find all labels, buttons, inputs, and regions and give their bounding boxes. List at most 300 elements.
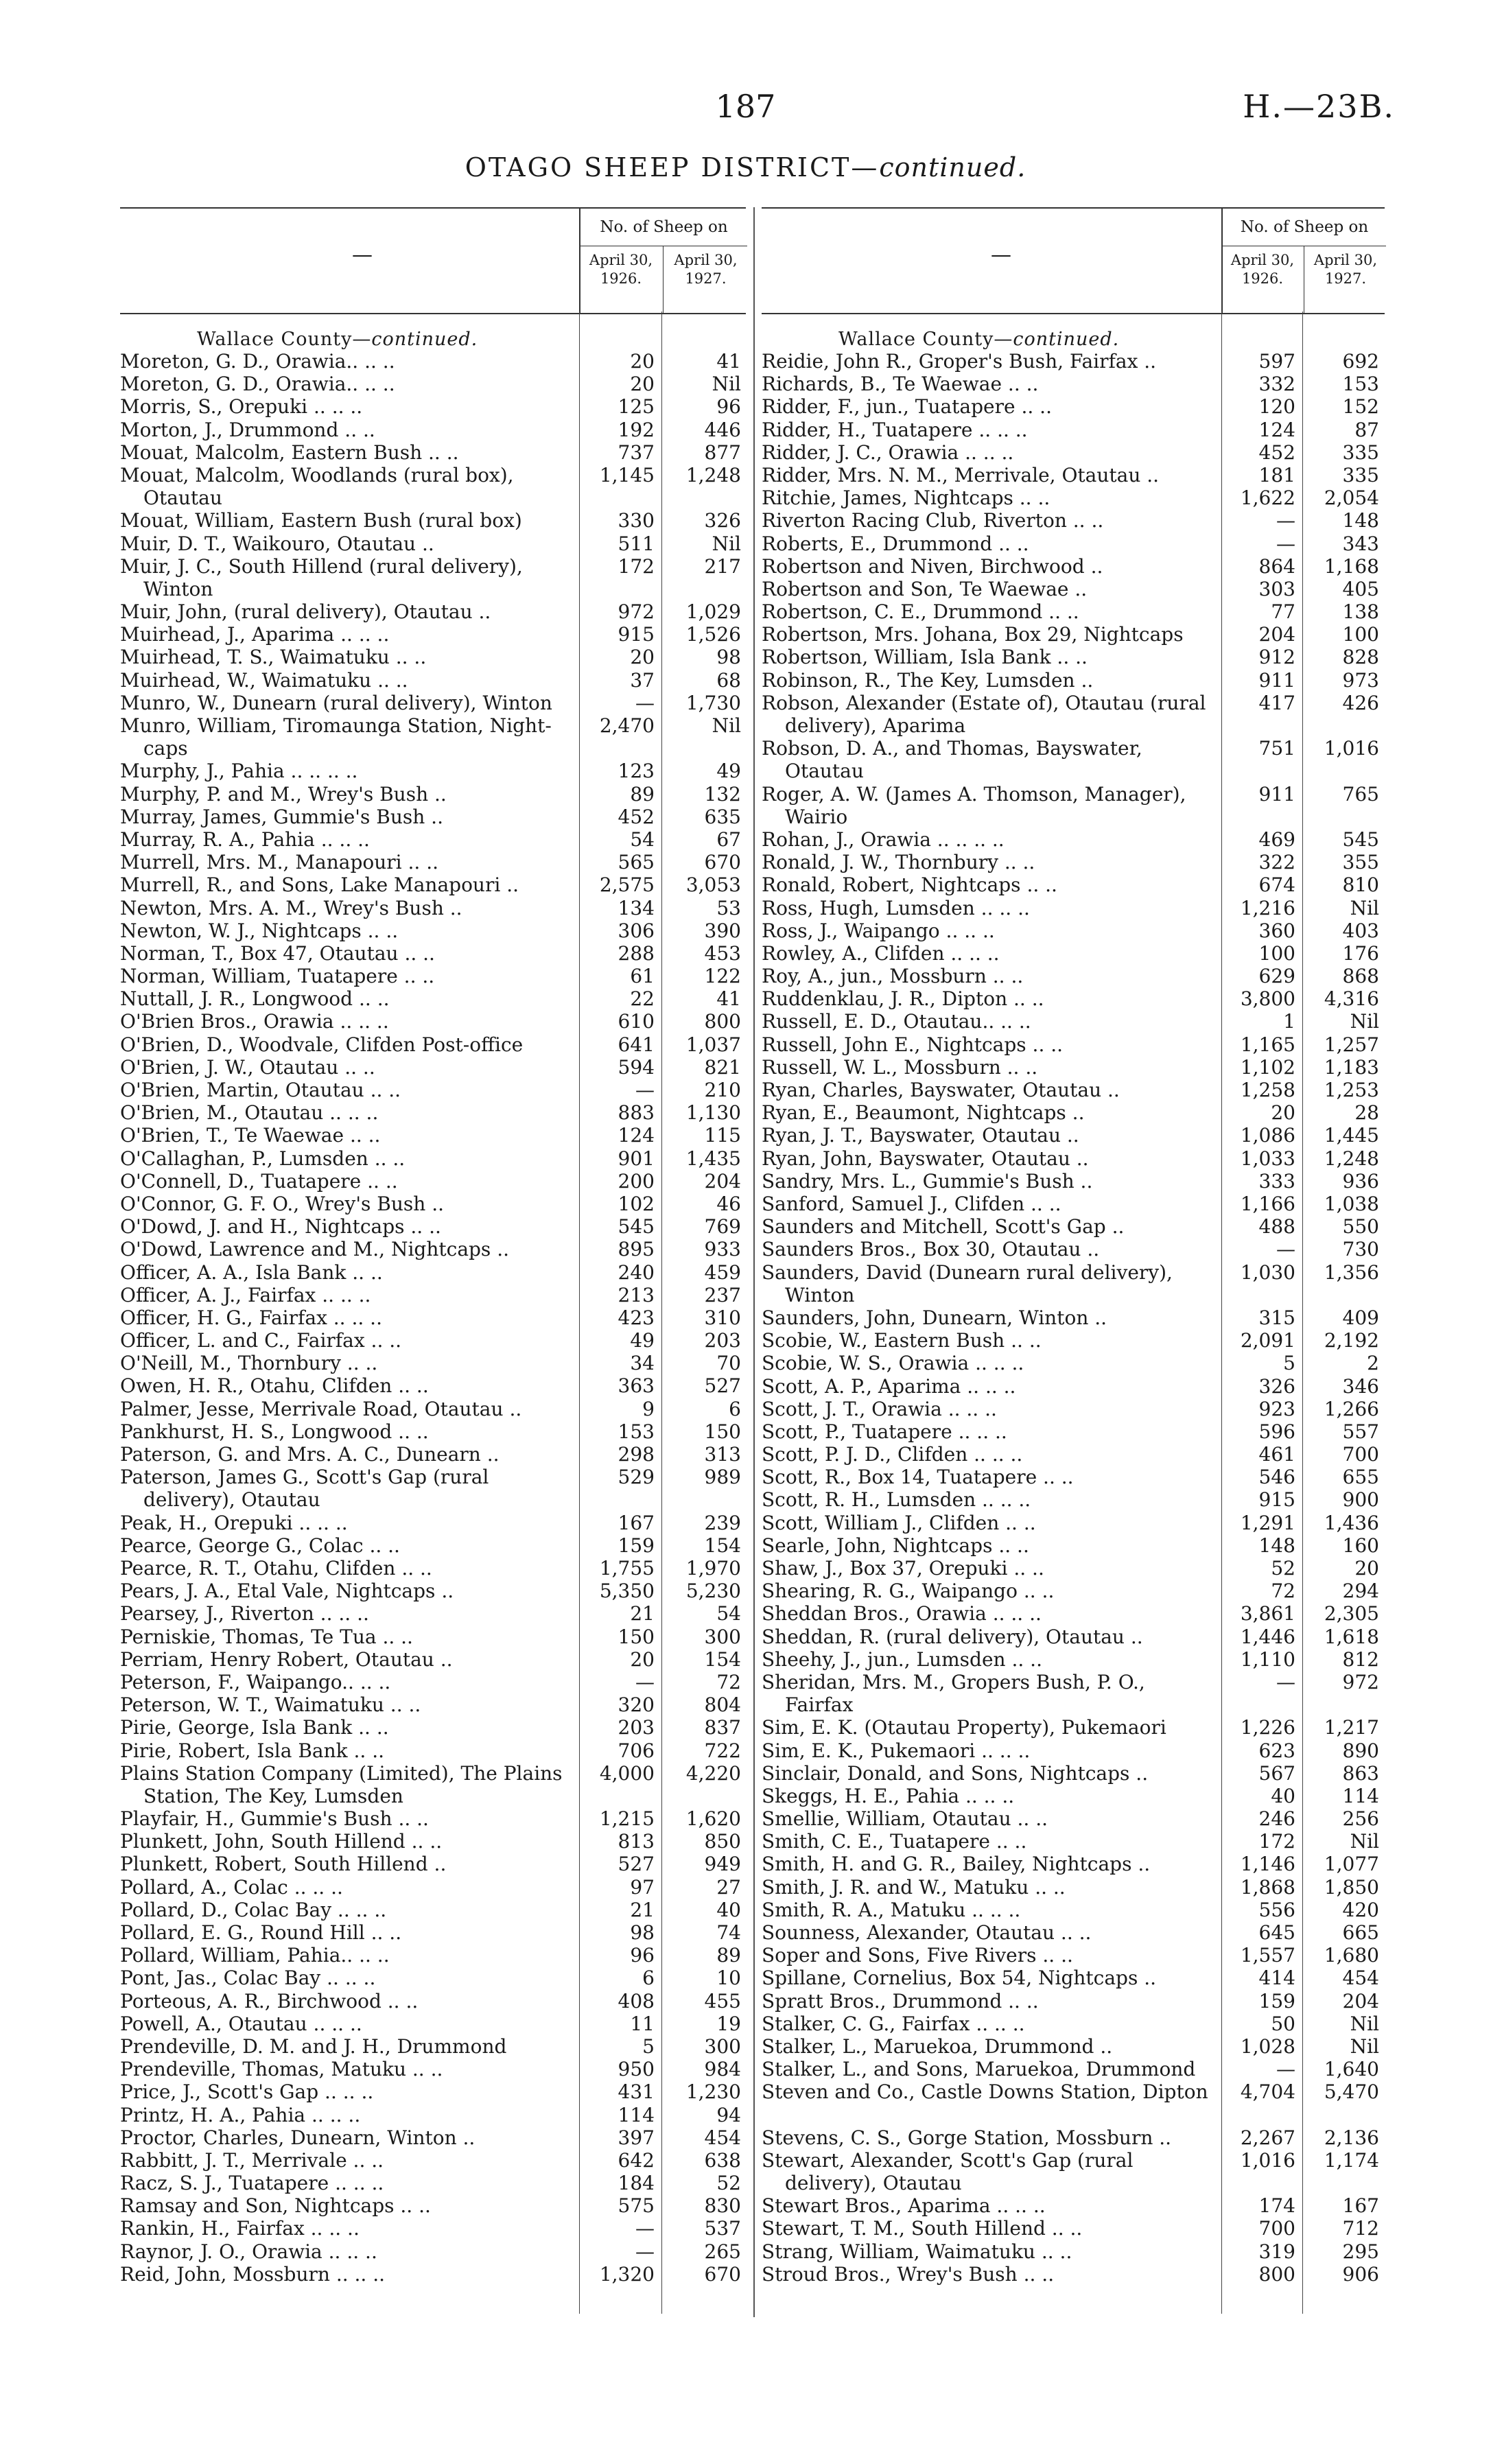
owner-name-address: Porteous, A. R., Birchwood .. .. [120,1989,419,2013]
sheep-count-1927: Nil [1350,2034,1379,2058]
sheep-count-1927: 5,230 [685,1580,741,1603]
sheep-count-1926: 1,102 [1240,1055,1295,1079]
sheep-count-1926: 77 [1271,600,1295,624]
sheep-count-1927: 154 [704,1534,741,1557]
sheep-count-1926: — [635,691,655,714]
sheep-count-1926: 326 [1258,1374,1295,1398]
sheep-count-1926: 1,868 [1240,1875,1295,1899]
right-table-body [762,314,1385,2286]
owner-name-address: Murphy, J., Pahia .. .. .. .. [120,760,358,783]
table-row [120,2172,746,2194]
sheep-count-1926: 565 [618,851,655,874]
table-row [120,2013,746,2035]
sheep-count-1926: 203 [618,1716,655,1739]
sheep-count-1927: 4,316 [1324,987,1379,1011]
sheep-count-1926: 545 [618,1215,655,1239]
table-row [120,1876,746,1899]
table-row [762,1466,1385,1488]
owner-name-address: Peterson, W. T., Waimatuku .. .. [120,1693,421,1717]
sheep-count-1926: 895 [618,1238,655,1261]
sheep-count-1926: 397 [618,2126,655,2149]
sheep-count-1927: 635 [704,805,741,828]
sheep-count-1926: 34 [630,1352,655,1375]
header-april-1927: April 30, 1927. [1313,252,1378,287]
sheep-count-1927: 160 [1342,1534,1379,1557]
sheep-count-1927: 1,730 [685,691,741,714]
sheep-count-1927: 409 [1342,1306,1379,1329]
owner-name-address: Roger, A. W. (James A. Thomson, Manager), Wairio [762,782,1186,828]
sheep-count-1926: — [635,2240,655,2263]
sheep-count-1926: 911 [1258,668,1295,692]
sheep-count-1926: 556 [1258,1898,1295,1921]
sheep-count-1926: 901 [618,1147,655,1170]
sheep-count-1926: 546 [1258,1466,1295,1489]
table-row [762,509,1385,532]
sheep-count-1926: 641 [618,1033,655,1056]
sheep-count-1926: 40 [1271,1784,1295,1807]
sheep-count-1927: 1,436 [1324,1511,1379,1534]
sheep-count-1927: 830 [704,2194,741,2218]
table-row [120,1693,746,1716]
owner-name-address: Scott, A. P., Aparima .. .. .. [762,1374,1016,1398]
sheep-count-1926: 3,861 [1240,1602,1295,1626]
owner-name-address: Ronald, Robert, Nightcaps .. .. [762,873,1057,897]
right-table [762,207,1385,2286]
owner-name-address: Printz, H. A., Pahia .. .. .. [120,2103,361,2126]
sheep-count-1926: 1,086 [1240,1124,1295,1147]
sheep-count-1927: 122 [704,965,741,988]
table-row [120,1284,746,1306]
sheep-count-1926: 5 [642,2034,655,2058]
table-row [762,1261,1385,1306]
table-row [120,464,746,509]
sheep-count-1927: 167 [1342,2194,1379,2218]
sheep-count-1927: 256 [1342,1807,1379,1831]
name-column-header: — [991,243,1011,267]
sheep-count-1926: 96 [630,1944,655,1967]
table-row [120,2058,746,2080]
owner-name-address: Ridder, F., jun., Tuatapere .. .. [762,395,1052,419]
owner-name-address: O'Brien, M., Otautau .. .. .. [120,1101,379,1125]
left-table-body [120,314,746,2286]
sheep-count-1927: 1,248 [685,463,741,486]
section-heading-text: Wallace County— [197,329,372,350]
table-row [120,1807,746,1830]
sheep-count-1927: 765 [1342,782,1379,806]
owner-name-address: Roberts, E., Drummond .. .. [762,532,1029,555]
sheep-count-1926: 306 [618,919,655,942]
sheep-count-1926: 123 [618,760,655,783]
table-row [762,1944,1385,1967]
owner-name-address: Sheddan, R. (rural delivery), Otautau .. [762,1625,1143,1648]
sheep-count-1927: 355 [1342,851,1379,874]
sheep-count-1927: 6 [729,1397,741,1420]
sheep-count-1926: 172 [1258,1830,1295,1853]
sheep-count-1927: 1,037 [685,1033,741,1056]
sheep-count-1927: 1,257 [1324,1033,1379,1056]
sheep-count-1926: 1 [1283,1010,1295,1033]
table-row [120,2217,746,2240]
table-row [762,919,1385,942]
table-row [762,1238,1385,1260]
sheep-count-1926: 527 [618,1853,655,1876]
owner-name-address: Sheehy, J., jun., Lumsden .. .. [762,1647,1042,1671]
sheep-count-1926: 315 [1258,1306,1295,1329]
table-row [120,509,746,532]
sheep-count-1926: 333 [1258,1169,1295,1193]
sheep-count-1927: 670 [704,851,741,874]
owner-name-address: Murrell, R., and Sons, Lake Manapouri .. [120,873,519,897]
table-row [762,623,1385,646]
table-row [762,1443,1385,1466]
table-row [762,873,1385,896]
owner-name-address: Scott, R., Box 14, Tuatapere .. .. [762,1466,1074,1489]
sheep-count-1927: 19 [716,2012,741,2035]
sheep-count-header-label: No. of Sheep on [600,218,728,236]
owner-name-address: Ramsay and Son, Nightcaps .. .. [120,2194,431,2218]
owner-name-address: Murphy, P. and M., Wrey's Bush .. [120,782,447,806]
owner-name-address: Smith, J. R. and W., Matuku .. .. [762,1875,1066,1899]
owner-name-address: Steven and Co., Castle Downs Station, Dipton [762,2080,1208,2104]
sheep-count-1926: 98 [630,1921,655,1945]
sheep-count-1926: 49 [630,1329,655,1352]
owner-name-address: Rohan, J., Orawia .. .. .. .. [762,828,1005,851]
column-separator [753,207,755,2317]
sheep-count-1926: 864 [1258,554,1295,578]
sheep-count-1926: 134 [618,896,655,919]
sheep-count-1926: 1,755 [599,1557,655,1580]
table-row [120,873,746,896]
owner-name-address: Stroud Bros., Wrey's Bush .. .. [762,2262,1055,2286]
owner-name-address: Rankin, H., Fairfax .. .. .. [120,2217,360,2240]
sheep-count-1926: 330 [618,509,655,532]
table-row [762,1716,1385,1739]
table-row [762,1967,1385,1989]
owner-name-address: Plunkett, Robert, South Hillend .. [120,1853,447,1876]
table-row [762,692,1385,737]
table-row [762,1785,1385,1807]
table-row [120,1101,746,1124]
section-heading-continued: continued. [371,329,478,350]
owner-name-address: Smellie, William, Otautau .. .. [762,1807,1048,1831]
sheep-count-1927: 769 [704,1215,741,1239]
table-row [120,1329,746,1352]
sheep-count-1927: 326 [704,509,741,532]
sheep-count-1927: 300 [704,1625,741,1648]
sheep-count-1926: 167 [618,1511,655,1534]
table-row [762,395,1385,418]
owner-name-address: O'Brien, D., Woodvale, Clifden Post-office [120,1033,524,1056]
table-row [762,1488,1385,1511]
sheep-count-1926: 529 [618,1466,655,1489]
sheep-count-1926: 575 [618,2194,655,2218]
sheep-count-1927: Nil [1350,1830,1379,1853]
owner-name-address: O'Neill, M., Thornbury .. .. [120,1352,378,1375]
sheep-count-1927: 2,136 [1324,2126,1379,2149]
sheep-count-1927: 821 [704,1055,741,1079]
sheep-count-1926: 37 [630,668,655,692]
sheep-count-1927: 20 [1354,1557,1379,1580]
sheep-count-1926: 923 [1258,1397,1295,1420]
sheep-count-1927: 890 [1342,1739,1379,1762]
table-row [120,1124,746,1147]
owner-name-address: Russell, John E., Nightcaps .. .. [762,1033,1064,1056]
owner-name-address: Officer, A. A., Isla Bank .. .. [120,1260,383,1284]
sheep-count-1927: 54 [716,1602,741,1626]
owner-name-address: Pirie, Robert, Isla Bank .. .. [120,1739,385,1762]
sheep-count-1926: 50 [1271,2012,1295,2035]
left-rows [120,350,746,2286]
sheep-count-1927: Nil [1350,2012,1379,2035]
sheep-count-1927: 670 [704,2262,741,2286]
sheep-count-1926: 915 [1258,1488,1295,1512]
table-row [762,1124,1385,1147]
owner-name-address: Muirhead, W., Waimatuku .. .. [120,668,408,692]
sheep-count-1927: 150 [704,1420,741,1443]
sheep-count-1927: Nil [1350,1010,1379,1033]
owner-name-address: Robertson, Mrs. Johana, Box 29, Nightcaps [762,623,1184,646]
sheep-count-1926: 452 [1258,441,1295,464]
sheep-count-1926: 567 [1258,1761,1295,1785]
owner-name-address: Sim, E. K., Pukemaori .. .. .. [762,1739,1031,1762]
owner-name-address: Morton, J., Drummond .. .. [120,418,375,441]
sheep-count-1927: 346 [1342,1374,1379,1398]
sheep-count-1926: 4,704 [1240,2080,1295,2104]
table-row [762,1170,1385,1193]
table-row [120,2080,746,2103]
table-row [120,2263,746,2286]
sheep-count-1926: — [635,2217,655,2240]
sheep-count-1927: 868 [1342,965,1379,988]
table-row [762,1352,1385,1374]
owner-name-address: Strang, William, Waimatuku .. .. [762,2240,1072,2263]
sheep-count-1926: 1,258 [1240,1079,1295,1102]
owner-name-address: Stalker, L., and Sons, Maruekoa, Drummond [762,2058,1196,2081]
sheep-count-1927: Nil [712,373,741,396]
sheep-count-1927: 722 [704,1739,741,1762]
sheep-count-1927: 115 [704,1124,741,1147]
owner-name-address: Saunders and Mitchell, Scott's Gap .. [762,1215,1125,1239]
sheep-count-1926: 751 [1258,737,1295,760]
sheep-count-1926: 596 [1258,1420,1295,1443]
sheep-count-header-group [579,209,747,313]
table-row [120,1443,746,1466]
sheep-count-1926: 1,215 [599,1807,655,1831]
table-row [762,419,1385,441]
sheep-count-1927: 1,356 [1324,1260,1379,1284]
sheep-count-1927: 545 [1342,828,1379,851]
sheep-count-1927: 203 [704,1329,741,1352]
sheep-count-1926: 629 [1258,965,1295,988]
sheep-count-1927: 53 [716,896,741,919]
page-title [0,152,1491,183]
table-row [762,1398,1385,1420]
table-row [120,1739,746,1762]
sheep-count-1926: 303 [1258,577,1295,600]
sheep-count-1926: — [1276,1670,1295,1693]
owner-name-address: Searle, John, Nightcaps .. .. [762,1534,1029,1557]
sheep-count-1926: 911 [1258,782,1295,806]
sheep-count-1926: 319 [1258,2240,1295,2263]
sheep-count-1927: 1,618 [1324,1625,1379,1648]
sheep-count-1927: 68 [716,668,741,692]
sheep-count-1927: 1,217 [1324,1716,1379,1739]
sheep-count-1926: 610 [618,1010,655,1033]
owner-name-address: Sheddan Bros., Orawia .. .. .. [762,1602,1042,1626]
sheep-count-1927: 335 [1342,441,1379,464]
table-row [120,1238,746,1260]
owner-name-address: Saunders Bros., Box 30, Otautau .. [762,1238,1100,1261]
sheep-count-1927: 46 [716,1192,741,1215]
owner-name-address: Sheridan, Mrs. M., Gropers Bush, P. O., Fairfax [762,1670,1145,1717]
sheep-count-1927: 655 [1342,1466,1379,1489]
sheep-count-1926: 3,800 [1240,987,1295,1011]
table-row [762,987,1385,1010]
header-april-1927: April 30, 1927. [674,252,738,287]
table-row [762,1807,1385,1830]
owner-name-address: Ross, J., Waipango .. .. .. [762,919,995,942]
table-row [762,1557,1385,1580]
table-row [120,942,746,965]
table-row [762,1033,1385,1056]
owner-name-address: Peak, H., Orepuki .. .. .. [120,1511,348,1534]
sheep-count-1927: 459 [704,1260,741,1284]
sheep-count-1927: 4,220 [685,1761,741,1785]
section-heading-continued: continued. [1013,329,1120,350]
sheep-count-1927: 41 [716,987,741,1011]
sheep-count-1926: 246 [1258,1807,1295,1831]
owner-name-address: Perniskie, Thomas, Te Tua .. .. [120,1625,413,1648]
owner-name-address: Raynor, J. O., Orawia .. .. .. [120,2240,377,2263]
sheep-count-1926: 1,033 [1240,1147,1295,1170]
sheep-count-1926: 594 [618,1055,655,1079]
owner-name-address: O'Callaghan, P., Lumsden .. .. [120,1147,406,1170]
left-table-header [120,207,746,314]
sheep-count-1926: 431 [618,2080,655,2104]
sheep-count-1927: 700 [1342,1443,1379,1466]
sheep-count-header-label: No. of Sheep on [1240,218,1369,236]
owner-name-address: Powell, A., Otautau .. .. .. [120,2012,362,2035]
owner-name-address: Pearsey, J., Riverton .. .. .. [120,1602,369,1626]
sheep-count-1926: 5 [1283,1352,1295,1375]
owner-name-address: Spillane, Cornelius, Box 54, Nightcaps .. [762,1967,1157,1990]
table-row [762,783,1385,828]
sheep-count-1927: 204 [1342,1989,1379,2013]
sheep-count-1926: 97 [630,1875,655,1899]
table-row [120,1193,746,1215]
table-row [762,2126,1385,2149]
sheep-count-1926: 1,145 [599,463,655,486]
owner-name-address: Norman, T., Box 47, Otautau .. .. [120,941,435,965]
table-row [762,1899,1385,1921]
owner-name-address: Ridder, Mrs. N. M., Merrivale, Otautau .. [762,463,1160,486]
table-row [120,919,746,942]
sheep-count-1926: 54 [630,828,655,851]
table-row [762,942,1385,965]
table-row [120,1374,746,1397]
table-row [120,1261,746,1284]
sheep-count-1927: 877 [704,441,741,464]
table-row [762,486,1385,509]
sheep-count-1927: 454 [704,2126,741,2149]
owner-name-address: Stevens, C. S., Gorge Station, Mossburn .. [762,2126,1172,2149]
owner-name-address: O'Dowd, J. and H., Nightcaps .. .. [120,1215,441,1239]
sheep-count-1926: 102 [618,1192,655,1215]
owner-name-address: Sanford, Samuel J., Clifden .. .. [762,1192,1061,1215]
owner-name-address: Palmer, Jesse, Merrivale Road, Otautau .. [120,1397,522,1420]
sheep-count-1926: 20 [630,646,655,669]
owner-name-address: Scott, P., Tuatapere .. .. .. [762,1420,1007,1443]
owner-name-address: Officer, L. and C., Fairfax .. .. [120,1329,402,1352]
sheep-count-1927: 52 [716,2172,741,2195]
sheep-count-1926: 1,622 [1240,486,1295,510]
sheep-count-1926: 89 [630,782,655,806]
sheep-count-1927: 343 [1342,532,1379,555]
sheep-count-1927: 96 [716,395,741,419]
sheep-count-1927: 1,248 [1324,1147,1379,1170]
sheep-count-1926: 417 [1258,691,1295,714]
table-row [762,2035,1385,2058]
table-row [762,532,1385,555]
sheep-count-1927: 210 [704,1079,741,1102]
table-row [762,1329,1385,1352]
table-row [120,600,746,623]
owner-name-address: Prendeville, Thomas, Matuku .. .. [120,2058,443,2081]
owner-name-address: Moreton, G. D., Orawia.. .. .. [120,373,395,396]
sheep-count-1927: 217 [704,554,741,578]
sheep-count-1927: 335 [1342,463,1379,486]
sheep-count-1927: 1,230 [685,2080,741,2104]
table-row [762,2263,1385,2286]
owner-name-address: Owen, H. R., Otahu, Clifden .. .. [120,1374,429,1398]
sheep-count-1926: 1,165 [1240,1033,1295,1056]
sheep-count-1927: 72 [716,1670,741,1693]
owner-name-address: O'Brien, Martin, Otautau .. .. [120,1079,401,1102]
owner-name-address: Morris, S., Orepuki .. .. .. [120,395,363,419]
sheep-count-1926: 452 [618,805,655,828]
owner-name-address: Mouat, Malcolm, Eastern Bush .. .. [120,441,459,464]
owner-name-address: Ronald, J. W., Thornbury .. .. [762,851,1035,874]
header-april-1926: April 30, 1926. [589,252,653,287]
table-row [762,1671,1385,1716]
sheep-count-1927: 1,445 [1324,1124,1379,1147]
owner-name-address: Ross, Hugh, Lumsden .. .. .. [762,896,1030,919]
owner-name-address: Pirie, George, Isla Bank .. .. [120,1716,389,1739]
sheep-count-1926: — [635,1670,655,1693]
owner-name-address: Roy, A., jun., Mossburn .. .. [762,965,1024,988]
sheep-count-1927: 2 [1367,1352,1379,1375]
table-row [120,783,746,806]
owner-name-address: Russell, E. D., Otautau.. .. .. [762,1010,1031,1033]
sheep-count-1927: 638 [704,2148,741,2172]
table-row [762,1762,1385,1785]
owner-name-address: Pears, J. A., Etal Vale, Nightcaps .. [120,1580,454,1603]
section-heading [762,329,1385,350]
sheep-count-1926: 414 [1258,1967,1295,1990]
table-row [120,2126,746,2149]
table-row [762,350,1385,373]
sheep-count-1926: 20 [630,1647,655,1671]
owner-name-address: Ryan, Charles, Bayswater, Otautau .. [762,1079,1120,1102]
sheep-count-1927: 67 [716,828,741,851]
sheep-count-1926: 1,028 [1240,2034,1295,2058]
sheep-count-1927: 1,168 [1324,554,1379,578]
table-row [120,2240,746,2263]
owner-name-address: Robertson and Niven, Birchwood .. [762,554,1103,578]
owner-name-address: Reidie, John R., Groper's Bush, Fairfax .. [762,350,1157,373]
owner-name-address: Ryan, J. T., Bayswater, Otautau .. [762,1124,1079,1147]
sheep-count-1926: 192 [618,418,655,441]
